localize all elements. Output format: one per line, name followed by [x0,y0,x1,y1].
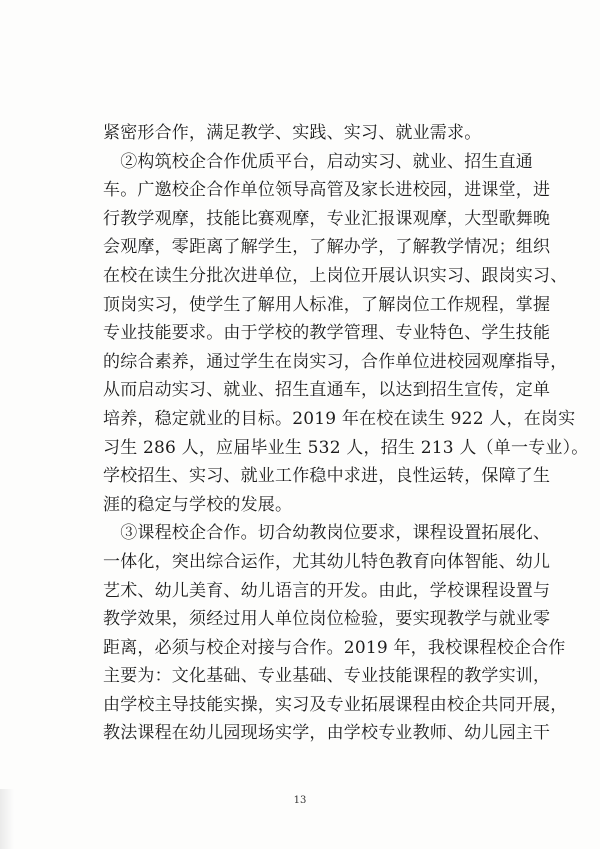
text-line-20: 主要为：文化基础、专业基础、专业技能课程的教学实训， [103,666,551,687]
text-line-2: ②构筑校企合作优质平台，启动实习、就业、招生直通 [103,151,533,172]
text-line-14: 涯的稳定与学校的发展。 [103,494,293,515]
text-line-5: 会观摩，零距离了解学生，了解办学，了解教学情况；组织 [103,237,551,258]
text-line-19: 距离，必须与校企对接与合作。2019 年，我校课程校企合作 [103,637,566,658]
text-line-18: 教学效果，须经过用人单位岗位检验，要实现教学与就业零 [103,609,551,630]
text-line-10: 从而启动实习、就业、招生直通车，以达到招生宣传，定单 [103,380,551,401]
text-line-4: 行教学观摩，技能比赛观摩，专业汇报课观摩，大型歌舞晚 [103,208,551,229]
text-line-1: 紧密形合作，满足教学、实践、实习、就业需求。 [103,123,482,143]
text-line-9: 的综合素养，通过学生在岗实习，合作单位进校园观摩指导， [103,351,568,372]
scan-edge-shadow [0,789,14,849]
text-line-16: 一体化，突出综合运作，尤其幼儿特色教育向体智能、幼儿 [103,551,551,572]
text-line-13: 学校招生、实习、就业工作稳中求进，良性运转，保障了生 [103,466,551,487]
body-text [103,119,589,748]
text-line-11: 培养，稳定就业的目标。2019 年在校在读生 922 人，在岗实 [103,408,576,429]
text-line-6: 在校在读生分批次进单位，上岗位开展认识实习、跟岗实习、 [103,265,568,286]
text-line-7: 顶岗实习，使学生了解用人标准，了解岗位工作规程，掌握 [103,294,551,315]
text-line-15: ③课程校企合作。切合幼教岗位要求，课程设置拓展化、 [103,523,551,544]
text-line-3: 车。广邀校企合作单位领导高管及家长进校园，进课堂，进 [103,180,551,201]
text-line-17: 艺术、幼儿美育、幼儿语言的开发。由此，学校课程设置与 [103,580,551,601]
text-line-8: 专业技能要求。由于学校的教学管理、专业特色、学生技能 [103,323,551,344]
page-number: 13 [293,795,307,806]
text-line-22: 教法课程在幼儿园现场实学，由学校专业教师、幼儿园主干 [103,723,551,744]
text-line-12: 习生 286 人，应届毕业生 532 人，招生 213 人（单一专业）。 [103,437,589,458]
text-line-21: 由学校主导技能实操，实习及专业拓展课程由校企共同开展， [103,694,568,715]
